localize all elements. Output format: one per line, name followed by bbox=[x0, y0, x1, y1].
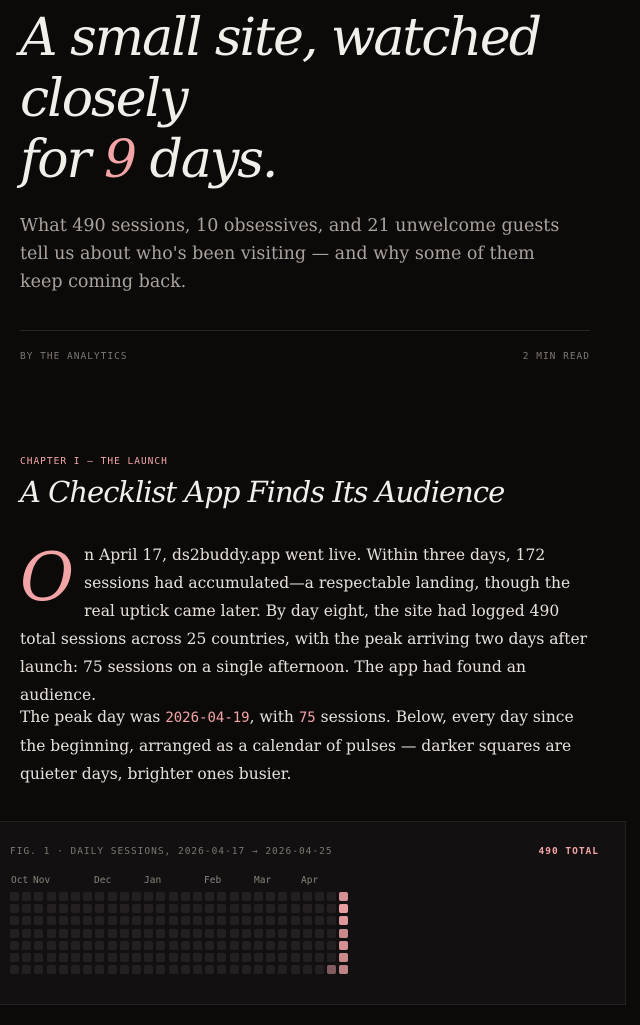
calendar-day bbox=[10, 965, 19, 974]
calendar-day bbox=[34, 953, 43, 962]
calendar-day bbox=[181, 941, 190, 950]
calendar-day bbox=[230, 929, 239, 938]
calendar-day bbox=[181, 965, 190, 974]
calendar-day bbox=[10, 929, 19, 938]
calendar-day bbox=[59, 904, 68, 913]
calendar-day bbox=[230, 941, 239, 950]
calendar-day bbox=[217, 929, 226, 938]
chapter-paragraph-1 bbox=[20, 541, 592, 709]
calendar-day bbox=[242, 916, 251, 925]
calendar-day bbox=[242, 892, 251, 901]
calendar-day bbox=[303, 929, 312, 938]
calendar-day bbox=[156, 904, 165, 913]
calendar-day bbox=[120, 965, 129, 974]
calendar-day bbox=[59, 965, 68, 974]
calendar-day bbox=[291, 953, 300, 962]
calendar-day bbox=[205, 916, 214, 925]
calendar-day bbox=[217, 916, 226, 925]
calendar-day bbox=[156, 892, 165, 901]
month-label-feb: Feb bbox=[204, 875, 222, 886]
calendar-day bbox=[315, 965, 324, 974]
calendar-day bbox=[327, 941, 336, 950]
calendar-day bbox=[59, 929, 68, 938]
calendar-day bbox=[10, 916, 19, 925]
calendar-day bbox=[303, 953, 312, 962]
calendar-day bbox=[71, 929, 80, 938]
calendar-day bbox=[327, 892, 336, 901]
calendar-day bbox=[254, 965, 263, 974]
calendar-day bbox=[254, 892, 263, 901]
calendar-day bbox=[266, 929, 275, 938]
calendar-day bbox=[120, 892, 129, 901]
calendar-day bbox=[120, 941, 129, 950]
calendar-day bbox=[217, 941, 226, 950]
calendar-day bbox=[83, 941, 92, 950]
calendar-day bbox=[291, 916, 300, 925]
figure-total: 490 TOTAL bbox=[538, 846, 599, 857]
calendar-day bbox=[254, 929, 263, 938]
calendar-day bbox=[315, 941, 324, 950]
calendar-day bbox=[193, 916, 202, 925]
calendar-day bbox=[83, 965, 92, 974]
calendar-day bbox=[315, 916, 324, 925]
calendar-day bbox=[47, 965, 56, 974]
calendar-day bbox=[242, 929, 251, 938]
calendar-day bbox=[10, 904, 19, 913]
calendar-day bbox=[132, 965, 141, 974]
calendar-day bbox=[132, 941, 141, 950]
month-label-apr: Apr bbox=[301, 875, 319, 886]
calendar-day bbox=[47, 916, 56, 925]
calendar-day bbox=[205, 904, 214, 913]
calendar-day bbox=[132, 904, 141, 913]
calendar-day bbox=[291, 929, 300, 938]
calendar-day bbox=[315, 892, 324, 901]
read-time: 2 MIN READ bbox=[522, 351, 590, 362]
calendar-day bbox=[95, 904, 104, 913]
calendar-day bbox=[193, 965, 202, 974]
calendar-day bbox=[59, 941, 68, 950]
calendar-day bbox=[95, 965, 104, 974]
calendar-day bbox=[205, 965, 214, 974]
calendar-day bbox=[156, 941, 165, 950]
subtitle: What 490 sessions, 10 obsessives, and 21 unwelcome guests tell us about who's been visiting — and why some of them keep coming back. bbox=[20, 216, 560, 292]
calendar-day bbox=[71, 916, 80, 925]
calendar-day bbox=[169, 892, 178, 901]
calendar-day bbox=[217, 904, 226, 913]
calendar-day bbox=[193, 904, 202, 913]
calendar-day bbox=[22, 892, 31, 901]
calendar-day bbox=[95, 892, 104, 901]
calendar-day-active bbox=[339, 916, 348, 925]
calendar-day bbox=[47, 953, 56, 962]
calendar-day-active bbox=[339, 965, 348, 974]
calendar-day bbox=[181, 916, 190, 925]
calendar-day bbox=[156, 965, 165, 974]
calendar-day bbox=[47, 941, 56, 950]
chapter-paragraph-2 bbox=[20, 703, 592, 788]
calendar-day bbox=[278, 904, 287, 913]
drop-cap: O bbox=[20, 539, 75, 616]
calendar-day bbox=[108, 965, 117, 974]
calendar-day bbox=[144, 892, 153, 901]
calendar-day-active bbox=[339, 904, 348, 913]
calendar-day bbox=[156, 953, 165, 962]
calendar-day bbox=[266, 916, 275, 925]
hero bbox=[20, 8, 610, 191]
calendar-day bbox=[193, 941, 202, 950]
calendar-day bbox=[132, 929, 141, 938]
calendar-day bbox=[205, 929, 214, 938]
calendar-day bbox=[120, 916, 129, 925]
calendar-day bbox=[205, 892, 214, 901]
title-for: for bbox=[20, 130, 90, 190]
calendar-day bbox=[242, 953, 251, 962]
calendar-day bbox=[242, 904, 251, 913]
calendar-day bbox=[291, 892, 300, 901]
calendar-day bbox=[59, 916, 68, 925]
paragraph-2-outro: sessions. Below, every day since the beginning, arranged as a calendar of pulses — darker squares are quieter days, brighter ones busier. bbox=[20, 708, 574, 783]
calendar-day bbox=[83, 892, 92, 901]
title-line-2: closely bbox=[20, 69, 187, 129]
calendar-day bbox=[144, 929, 153, 938]
calendar-day bbox=[327, 904, 336, 913]
peak-date: 2026-04-19 bbox=[165, 710, 250, 726]
calendar-day bbox=[120, 904, 129, 913]
calendar-day bbox=[217, 953, 226, 962]
byline: BY THE ANALYTICS bbox=[20, 351, 128, 362]
calendar-day bbox=[108, 916, 117, 925]
calendar-day bbox=[34, 965, 43, 974]
calendar-day bbox=[22, 941, 31, 950]
peak-sessions: 75 bbox=[298, 710, 316, 726]
calendar-day bbox=[47, 929, 56, 938]
calendar-day bbox=[181, 892, 190, 901]
calendar-day bbox=[181, 953, 190, 962]
calendar-day bbox=[327, 929, 336, 938]
calendar-day bbox=[47, 904, 56, 913]
paragraph-2-intro: The peak day was bbox=[20, 708, 166, 726]
calendar-day bbox=[193, 953, 202, 962]
calendar-day bbox=[144, 953, 153, 962]
calendar-day bbox=[242, 965, 251, 974]
calendar-day bbox=[266, 953, 275, 962]
calendar-day bbox=[22, 929, 31, 938]
calendar-day bbox=[144, 941, 153, 950]
calendar-day bbox=[266, 965, 275, 974]
calendar-day bbox=[120, 929, 129, 938]
calendar-day bbox=[34, 892, 43, 901]
calendar-day bbox=[169, 953, 178, 962]
month-label-dec: Dec bbox=[94, 875, 112, 886]
calendar-day bbox=[205, 941, 214, 950]
calendar-day bbox=[47, 892, 56, 901]
calendar-day bbox=[71, 941, 80, 950]
calendar-day bbox=[327, 916, 336, 925]
calendar-day bbox=[59, 953, 68, 962]
calendar-day bbox=[95, 953, 104, 962]
calendar-day bbox=[181, 904, 190, 913]
calendar-day bbox=[10, 941, 19, 950]
calendar-day bbox=[303, 965, 312, 974]
calendar-day bbox=[95, 929, 104, 938]
calendar-day bbox=[193, 892, 202, 901]
paragraph-1-text: n April 17, ds2buddy.app went live. Within three days, 172 sessions had accumulated—a respectable landing, though the real uptick came later. By day eight, the site had logged 490 total sessions across 25 countries, with the peak arriving two days after launch: 75 sessions on a single afternoon. The app had found an audience. bbox=[20, 546, 588, 704]
calendar-day bbox=[278, 892, 287, 901]
calendar-day bbox=[327, 953, 336, 962]
calendar-day bbox=[169, 941, 178, 950]
calendar-day bbox=[169, 916, 178, 925]
calendar-day bbox=[278, 941, 287, 950]
calendar-day-active bbox=[339, 953, 348, 962]
calendar-day bbox=[315, 953, 324, 962]
calendar-day bbox=[144, 965, 153, 974]
calendar-day bbox=[266, 892, 275, 901]
calendar-day bbox=[108, 941, 117, 950]
calendar-day bbox=[181, 929, 190, 938]
title-days-number: 9 bbox=[103, 130, 136, 190]
divider bbox=[20, 330, 590, 331]
calendar-day bbox=[217, 965, 226, 974]
calendar-day bbox=[266, 941, 275, 950]
calendar-day bbox=[108, 904, 117, 913]
calendar-day bbox=[291, 965, 300, 974]
calendar-day bbox=[22, 904, 31, 913]
calendar-day bbox=[144, 916, 153, 925]
calendar-day bbox=[34, 941, 43, 950]
calendar-day bbox=[71, 904, 80, 913]
calendar-day bbox=[278, 929, 287, 938]
calendar-day bbox=[108, 953, 117, 962]
calendar-day bbox=[230, 904, 239, 913]
calendar-day bbox=[291, 904, 300, 913]
calendar-day bbox=[156, 929, 165, 938]
calendar-day bbox=[303, 904, 312, 913]
calendar-day bbox=[205, 953, 214, 962]
calendar-day bbox=[34, 904, 43, 913]
calendar-day bbox=[254, 904, 263, 913]
calendar-day bbox=[132, 953, 141, 962]
calendar-day bbox=[242, 941, 251, 950]
paragraph-2-mid: , with bbox=[249, 708, 299, 726]
calendar-day bbox=[83, 904, 92, 913]
month-label-oct: Oct bbox=[11, 875, 29, 886]
calendar-day bbox=[230, 892, 239, 901]
sessions-calendar-figure bbox=[0, 821, 626, 1005]
calendar-day bbox=[169, 904, 178, 913]
calendar-day bbox=[10, 953, 19, 962]
calendar-day bbox=[10, 892, 19, 901]
calendar-day bbox=[315, 904, 324, 913]
calendar-day bbox=[278, 965, 287, 974]
calendar-day bbox=[95, 916, 104, 925]
calendar-day bbox=[22, 916, 31, 925]
calendar-day bbox=[132, 916, 141, 925]
calendar-day bbox=[193, 929, 202, 938]
calendar-day bbox=[230, 916, 239, 925]
calendar-day bbox=[71, 965, 80, 974]
calendar-day bbox=[34, 916, 43, 925]
calendar-day bbox=[303, 916, 312, 925]
calendar-day bbox=[22, 965, 31, 974]
calendar-day bbox=[132, 892, 141, 901]
calendar-day bbox=[303, 941, 312, 950]
calendar-day bbox=[95, 941, 104, 950]
month-label-jan: Jan bbox=[144, 875, 162, 886]
calendar-day bbox=[120, 953, 129, 962]
calendar-day bbox=[278, 953, 287, 962]
calendar-day bbox=[315, 929, 324, 938]
calendar-day bbox=[254, 953, 263, 962]
calendar-day bbox=[83, 916, 92, 925]
calendar-day bbox=[169, 929, 178, 938]
calendar-day bbox=[266, 904, 275, 913]
calendar-day bbox=[59, 892, 68, 901]
chapter-kicker: CHAPTER I — THE LAUNCH bbox=[20, 456, 168, 467]
month-label-nov: Nov bbox=[33, 875, 51, 886]
calendar-day bbox=[254, 941, 263, 950]
calendar-day bbox=[71, 953, 80, 962]
month-label-mar: Mar bbox=[254, 875, 272, 886]
calendar-day-active bbox=[339, 892, 348, 901]
calendar-day-active bbox=[327, 965, 336, 974]
calendar-day bbox=[71, 892, 80, 901]
calendar-day bbox=[230, 953, 239, 962]
calendar-day bbox=[144, 904, 153, 913]
calendar-day bbox=[169, 965, 178, 974]
page-title bbox=[20, 8, 610, 191]
figure-caption: FIG. 1 · DAILY SESSIONS, 2026-04-17 → 2026-04-25 bbox=[10, 846, 333, 857]
calendar-day bbox=[303, 892, 312, 901]
month-labels bbox=[11, 875, 341, 889]
calendar-day-active bbox=[339, 929, 348, 938]
calendar-day bbox=[156, 916, 165, 925]
calendar-day bbox=[108, 892, 117, 901]
calendar-day bbox=[22, 953, 31, 962]
title-line-1: A small site, watched bbox=[20, 8, 540, 68]
calendar-day bbox=[230, 965, 239, 974]
calendar-day-active bbox=[339, 941, 348, 950]
calendar-day bbox=[291, 941, 300, 950]
chapter-title: A Checklist App Finds Its Audience bbox=[20, 475, 505, 509]
calendar-day bbox=[217, 892, 226, 901]
title-days-label: days. bbox=[149, 130, 277, 190]
calendar-day bbox=[254, 916, 263, 925]
calendar-day bbox=[83, 929, 92, 938]
calendar-day bbox=[34, 929, 43, 938]
calendar-day bbox=[108, 929, 117, 938]
calendar-day bbox=[278, 916, 287, 925]
calendar-day bbox=[83, 953, 92, 962]
